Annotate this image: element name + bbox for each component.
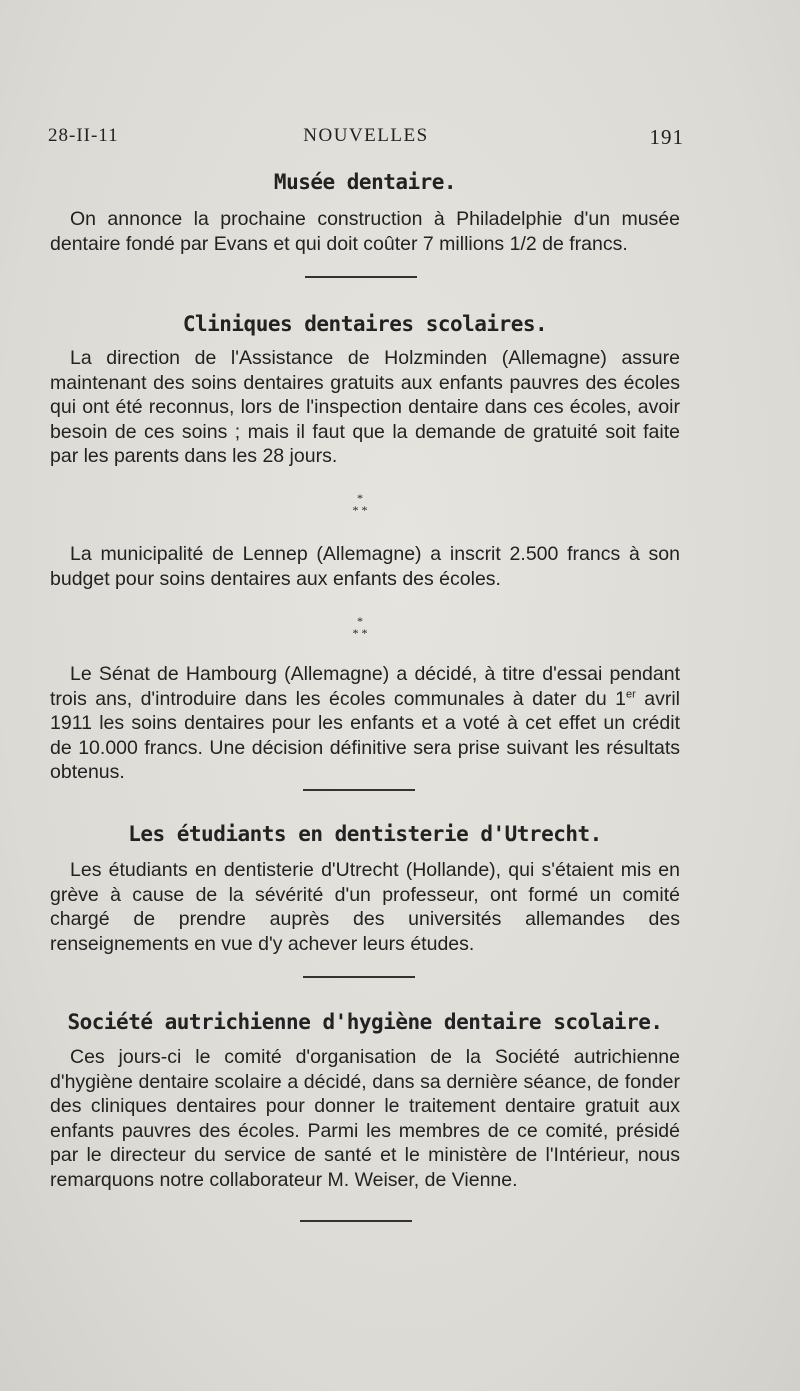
running-head <box>48 125 684 151</box>
article-body-societe <box>50 1045 680 1192</box>
paragraph: On annonce la prochaine construction à Philadelphie d'un musée dentaire fondé par Evans et qui doit coûter 7 millions 1/2 de francs. <box>50 208 680 255</box>
article-body-musee <box>50 207 680 256</box>
paragraph: Ces jours-ci le comité d'organisation de la Société autrichienne d'hygiène dentaire scolaire a décidé, dans sa dernière séance, de fonder des cliniques dentaires pour donner le traitement dentaire gratuit aux enfants pauvres des écoles. Parmi les membres de ce comité, présidé par le directeur du service de santé et le ministère de l'Intérieur, nous remarquons notre collaborateur M. Weiser, de Vienne. <box>50 1046 680 1191</box>
paragraph: Les étudiants en dentisterie d'Utrecht (Hollande), qui s'étaient mis en grève à cause de la sévérité d'un professeur, ont formé un comité chargé de prendre auprès des universités allemandes des renseignements en vue d'y achever leurs études. <box>50 859 680 955</box>
paragraph: La municipalité de Lennep (Allemagne) a inscrit 2.500 francs à son budget pour soins dentaires aux enfants des écoles. <box>50 543 680 590</box>
article-body-holzminden <box>50 346 680 469</box>
article-body-hambourg <box>50 662 680 785</box>
article-body-lennep <box>50 542 680 591</box>
section-divider <box>303 789 415 791</box>
paragraph: La direction de l'Assistance de Holzminden (Allemagne) assure maintenant des soins dentaires gratuits aux enfants pauvres des écoles qui ont été reconnus, lors de l'inspection dentaire dans ces écoles, avoir besoin de ces soins ; mais il faut que la demande de gratuité soit faite par les parents dans les 28 jours. <box>50 347 680 467</box>
section-title: NOUVELLES <box>303 125 429 146</box>
page-number: 191 <box>649 125 684 149</box>
article-body-utrecht <box>50 858 680 956</box>
issue-date: 28-II-11 <box>48 125 119 146</box>
article-title-utrecht: Les étudiants en dentisterie d'Utrecht. <box>128 822 602 846</box>
article-title-societe: Société autrichienne d'hygiène dentaire scolaire. <box>67 1010 663 1034</box>
article-title-musee: Musée dentaire. <box>273 170 457 194</box>
section-divider <box>300 1220 412 1222</box>
asterism-separator: * * * <box>352 614 368 640</box>
paragraph: Le Sénat de Hambourg (Allemagne) a décidé, à titre d'essai pendant trois ans, d'introduire dans les écoles communales à dater du 1er avril 1911 les soins dentaires pour les enfants et a voté à cet effet un crédit de 10.000 francs. Une décision définitive sera prise suivant les résultats obtenus. <box>50 663 680 783</box>
asterism-separator: * * * <box>352 491 368 517</box>
article-title-cliniques: Cliniques dentaires scolaires. <box>182 312 548 336</box>
section-divider <box>303 976 415 978</box>
section-divider <box>305 276 417 278</box>
